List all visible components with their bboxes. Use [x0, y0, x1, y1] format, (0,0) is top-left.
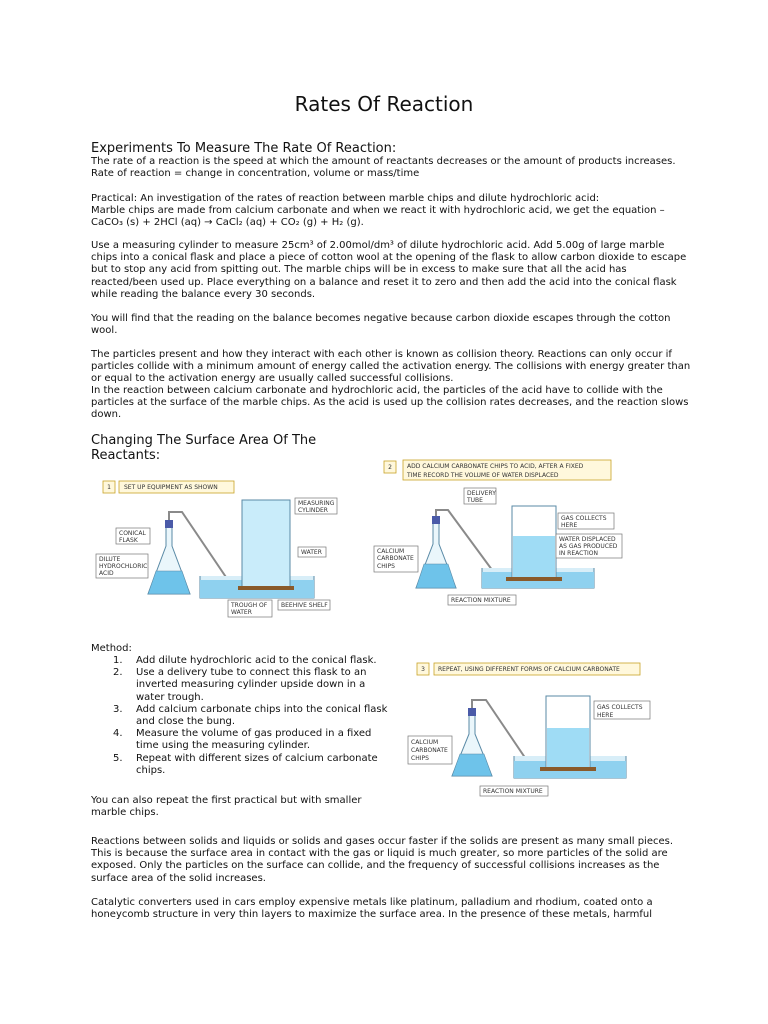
- step-number: 3: [421, 666, 425, 673]
- acid-liquid: [452, 754, 492, 776]
- list-text: Add calcium carbonate chips into the conical flask and close the bung.: [136, 703, 388, 728]
- paragraph-catalytic-converters: Catalytic converters used in cars employ expensive metals like platinum, palladium and rhodium, coated onto a honeycomb structure in very thin layers to maximize the surface area. In the presence of these metals, harmful: [91, 897, 653, 921]
- list-text: Add dilute hydrochloric acid to the conical flask.: [136, 655, 377, 666]
- list-number: 1.: [113, 655, 123, 666]
- label-water-displaced: AS GAS PRODUCED: [559, 543, 618, 550]
- cylinder-water: [513, 536, 555, 578]
- list-item: [91, 655, 391, 667]
- list-number: 2.: [113, 667, 123, 679]
- label-water-displaced: IN REACTION: [559, 550, 598, 557]
- step-number: 1: [107, 484, 111, 491]
- label-reaction-mixture: REACTION MIXTURE: [451, 597, 511, 604]
- label-delivery-tube: DELIVERY: [467, 490, 496, 497]
- list-text: Repeat with different sizes of calcium carbonate chips.: [136, 752, 378, 776]
- step-instruction: REPEAT, USING DIFFERENT FORMS OF CALCIUM CARBONATE: [438, 666, 620, 673]
- paragraph-balance-negative: You will find that the reading on the balance becomes negative because carbon dioxide escapes through the cotton wool.: [91, 313, 671, 337]
- list-number: 4.: [113, 728, 123, 740]
- label-trough: TROUGH OF: [231, 602, 268, 609]
- diagram-add-chips: [372, 458, 632, 618]
- text-line: The rate of a reaction is the speed at which the amount of reactants decreases or the amount of products increases.: [91, 156, 676, 167]
- label-conical-flask: CONICAL: [119, 530, 146, 537]
- bung: [432, 516, 440, 524]
- list-item: [91, 753, 391, 777]
- beehive-shelf: [540, 767, 596, 771]
- list-item: [91, 704, 391, 728]
- acid-liquid: [416, 564, 456, 588]
- list-item: [91, 667, 391, 704]
- list-item: [91, 728, 391, 752]
- paragraph-collision-theory: The particles present and how they interact with each other is known as collision theory. Reactions can only occur if particles collide with a minimum amount of energy called the activation energy. The collisions with energy greater than or equal to the activation energy are usually called successful collisions.: [91, 349, 691, 385]
- acid-liquid: [148, 571, 190, 594]
- method-label: Method:: [91, 643, 132, 654]
- label-acid: ACID: [99, 570, 114, 577]
- diagram-setup-equipment: [92, 476, 342, 626]
- beehive-shelf: [506, 577, 562, 581]
- measuring-cylinder: [242, 500, 290, 588]
- list-text: Use a delivery tube to connect this flask to an inverted measuring cylinder upside down in a water trough.: [136, 667, 367, 703]
- label-chips: CALCIUM: [377, 548, 405, 555]
- label-acid: DILUTE: [99, 556, 121, 563]
- text-line: Rate of reaction = change in concentration, volume or mass/time: [91, 168, 420, 180]
- bung: [468, 708, 476, 716]
- page-title: Rates Of Reaction: [294, 92, 474, 116]
- beehive-shelf: [238, 586, 294, 590]
- diagram-repeat: [400, 656, 660, 806]
- label-reaction-mixture: REACTION MIXTURE: [483, 788, 543, 795]
- text-line: Marble chips are made from calcium carbonate and when we react it with hydrochloric acid, we get the equation –: [91, 205, 665, 217]
- label-acid: HYDROCHLORIC: [99, 563, 148, 570]
- label-chips: CHIPS: [411, 755, 429, 762]
- label-gas-collects: HERE: [561, 522, 578, 529]
- text-line: Practical: An investigation of the rates of reaction between marble chips and dilute hydrochloric acid:: [91, 193, 600, 204]
- label-conical-flask: FLASK: [119, 537, 138, 544]
- label-cylinder: MEASURING: [298, 500, 335, 507]
- step-instruction: ADD CALCIUM CARBONATE CHIPS TO ACID, AFTER A FIXED: [407, 463, 584, 470]
- paragraph-small-pieces: Reactions between solids and liquids or solids and gases occur faster if the solids are present as many small pieces. This is because the surface area in contact with the gas or liquid is much greater, so more particles of the solid are exposed. Only the particles on the surface can collide, and the frequency of successful collisions increases as the surface area of the solid increases.: [91, 836, 674, 884]
- step-number: 2: [388, 464, 392, 471]
- label-gas-collects: HERE: [597, 712, 614, 719]
- equation: CaCO₃ (s) + 2HCl (aq) → CaCl₂ (aq) + CO₂ (g) + H₂ (g).: [91, 217, 364, 229]
- label-cylinder: CYLINDER: [298, 507, 328, 514]
- label-gas-collects: GAS COLLECTS: [561, 515, 607, 522]
- paragraph-rate-definition: [91, 156, 691, 180]
- list-text: Measure the volume of gas produced in a fixed time using the measuring cylinder.: [136, 728, 372, 752]
- paragraph-practical: [91, 193, 691, 230]
- label-water-displaced: WATER DISPLACED: [559, 536, 616, 543]
- step-instruction: TIME RECORD THE VOLUME OF WATER DISPLACED: [407, 472, 559, 479]
- list-number: 5.: [113, 752, 123, 764]
- label-chips: CARBONATE: [411, 747, 448, 754]
- bung: [165, 520, 173, 528]
- label-chips: CHIPS: [377, 563, 395, 570]
- paragraph-method-balance: Use a measuring cylinder to measure 25cm³ of 2.00mol/dm³ of dilute hydrochloric acid. Add 5.00g of large marble chips into a conical flask and place a piece of cotton wool at the opening of the flask to allow carbon dioxide to escape but to stop any acid from spitting out. The marble chips will be in excess to make sure that all the acid has reacted/been used up. Place everything on a balance and reset it to zero and then add the acid into the conical flask while reading the balance every 30 seconds.: [91, 240, 687, 300]
- label-delivery-tube: TUBE: [467, 497, 483, 504]
- paragraph-acid-collisions: In the reaction between calcium carbonate and hydrochloric acid, the particles of the acid have to collide with the particles at the surface of the marble chips. As the acid is used up the collision rates decreases, and the reaction slows down.: [91, 385, 689, 421]
- method-list: [91, 655, 391, 777]
- label-beehive-shelf: BEEHIVE SHELF: [281, 602, 328, 609]
- paragraph-repeat-note: You can also repeat the first practical but with smaller marble chips.: [91, 795, 362, 819]
- list-number: 3.: [113, 703, 123, 715]
- label-chips: CALCIUM: [411, 739, 439, 746]
- label-water: WATER: [301, 549, 322, 556]
- cylinder-water: [547, 728, 589, 768]
- heading-line: Changing The Surface Area Of The: [91, 433, 317, 448]
- label-trough: WATER: [231, 609, 252, 616]
- label-chips: CARBONATE: [377, 555, 414, 562]
- label-gas-collects: GAS COLLECTS: [597, 704, 643, 711]
- step-instruction: SET UP EQUIPMENT AS SHOWN: [124, 484, 218, 491]
- section-heading-experiments: Experiments To Measure The Rate Of Reaction:: [91, 141, 397, 156]
- section-heading-surface-area: [91, 433, 316, 463]
- heading-line: Reactants:: [91, 448, 161, 463]
